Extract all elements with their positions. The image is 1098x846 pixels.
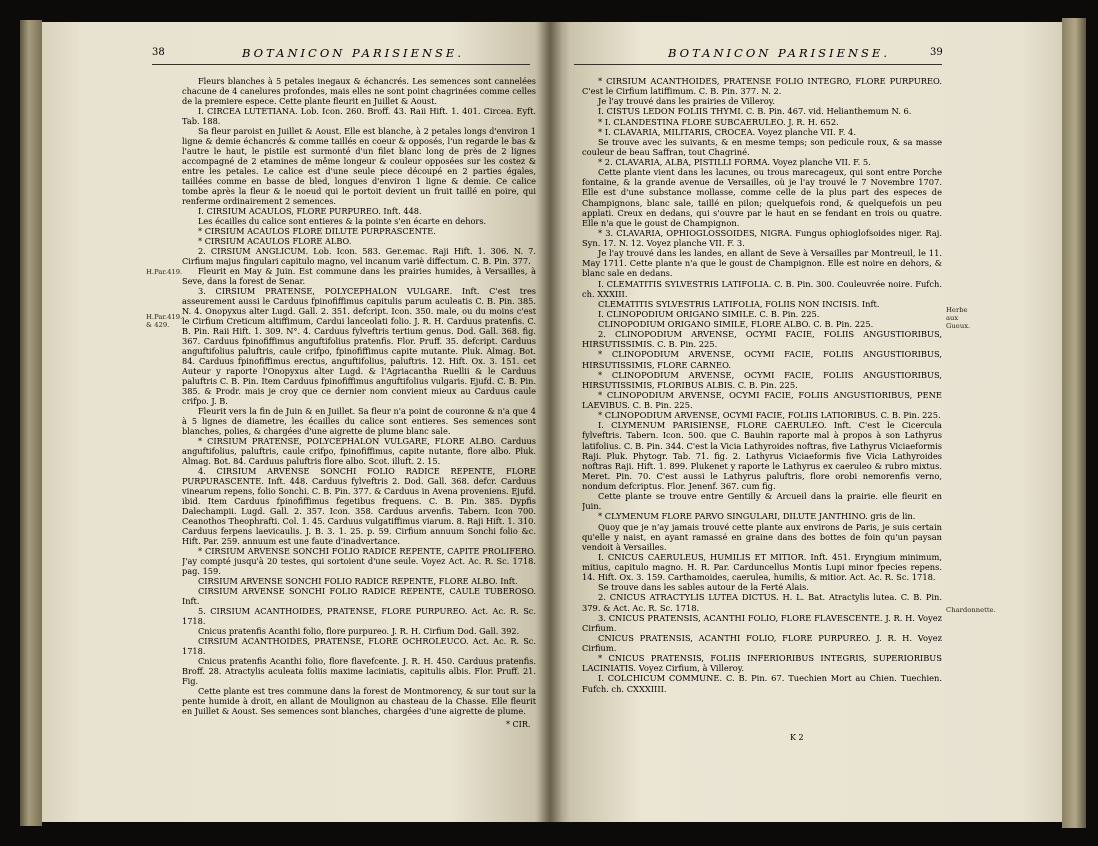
left-running-head (152, 46, 536, 62)
entry: * 3. CLAVARIA, OPHIOGLOSSOIDES, NIGRA. Fungus ophioglofsoides niger. Raj. Syn. 17. N. 12. Voyez planche VII. F. 3. (582, 227, 942, 248)
right-page-edges (1062, 18, 1086, 828)
entry: 3. CIRSIUM PRATENSE, POLYCEPHALON VULGARE. Inft. C'est tres asseurement aussi le Carduus fpinofiffimus capitulis parum aculeatis C. B. Pin. 385. N. 4. Onopyxus alter Lugd. Gall. 2. 351. defcript. Icon. 350. male, ou du moins c'est le Cirfium Creticum altiffimum, Cardui lanceolati folio. J. R. H. Carduus pratenfis. C. B. Pin. Raii Hift. 1. 309. N°. 4. Carduus fylveftris tertium genus. Dod. Gall. 368. fig. 367. Carduus fpinofiffimus anguftifolius pratenfis. Flor. Pruff. 35. defcript. Carduus anguftifolius paluftris, caule crifpo, fpinofiffimus capite mutante. Pluk. Almag. Bot. 84. Carduus fpinofiffimus erectus, anguftifolius, paluftris. 12. Hift. Ox. 3. 151. cet Auteur y raporte l'Onopyxus alter Lugd. & l'Agriacantha Ruellii & le Carduus paluftris C. B. Pin. Item Carduus fpinofiffimus anguftifolius vulgaris. Ejufd. C. B. Pin. 385. & Prodr. mais je croy que ce dernier nom convient mieux au Carduus caule crifpo. J. B. (182, 286, 536, 406)
paragraph: Cette plante vient dans les lacunes, ou trous marecageux, qui sont entre Porche fontaine, & la grande avenue de Versailles, où je l'ay trouvé le 7 Novembre 1707. Elle est d'une substance mollasse, comme celle de la plus part des especes de Champignons, blanc sale, taillé en pilon; quelquefois rond, & quelquefois un peu applati. Creux en dedans, qui s'ouvre par le haut en se fendant en trois ou quatre. Elle n'a que le goust de Champignon. (582, 167, 942, 228)
paragraph: Sa fleur paroist en Juillet & Aoust. Elle est blanche, à 2 petales longs d'environ 1 ligne & demie échancrés & comme taillés en coeur & opposés, l'un regarde le bas & l'autre le haut, le pistile est surmonté d'un filet blanc long de près de 2 lignes accompagné de 2 etamines de même longeur & couleur opposées sur les costez & entre les petales. Le calice est d'une seule piece découpé en 2 parties égales, taillées comme en basse de bled, longues d'environ 1 ligne & demie. Ce calice tombe après la fleur & le noeud qui le portoit devient un fruit taillé en poire, qui renferme ordinairement 2 semences. (182, 126, 536, 206)
entry: CIRSIUM ACANTHOIDES, PRATENSE, FLORE OCHROLEUCO. Act. Ac. R. Sc. 1718. (182, 636, 536, 656)
entry: CLEMATITIS SYLVESTRIS LATIFOLIA, FOLIIS NON INCISIS. Inft. (598, 298, 880, 309)
entry: I. CIRCEA LUTETIANA. Lob. Icon. 260. Broff. 43. Raii Hift. 1. 401. Circea. Eyft. Tab. 188. (182, 106, 536, 126)
entry: I. CNICUS CAERULEUS, HUMILIS ET MITIOR. Inft. 451. Eryngium minimum, mitius, capitulo magno. H. R. Par. Carduncellus Montis Lupi minor fpecies repens. 14. Hift. Ox. 3. 159. Carthamoides, caerulea, humilis, & mitior. Act. Ac. R. Sc. 1718. (582, 551, 942, 583)
paragraph: Quoy que je n'ay jamais trouvé cette plante aux environs de Paris, je suis certain qu'elle y naist, en ayant ramassé en graine dans des bottes de foin qu'un paysan vendoit à Versailles. (582, 521, 942, 552)
entry: 2. CNICUS ATRACTYLIS LUTEA DICTUS. H. L. Bat. Atractylis lutea. C. B. Pin. 379. & Act. Ac. R. Sc. 1718. (582, 592, 942, 613)
entry: 4. CIRSIUM ARVENSE SONCHI FOLIO RADICE REPENTE, FLORE PURPURASCENTE. Inft. 448. Carduus fylveftris 2. Dod. Gall. 368. defcr. Carduus vinearum repens, folio Sonchi. C. B. Pin. 377. & Carduus in Avena proveniens. Ejufd. ibid. Item Carduus fpinofiffimus fegetibus frequens. C. B. Pin. 385. Dypfis Dalechampii. Lugd. Gall. 2. 357. Icon. 358. Carduus arvenfis. Tabern. Icon 700. Ceanothos Theophrafti. Col. 1. 45. Carduus vulgatiffimus viarum. 8. Raji Hift. 1. 310. Carduus ferpens laevicaulis. J. B. 3. 1. 25. p. 59. Cirfium annuum Sonchi folio &c. Hift. Par. 259. annuum est une faute d'inadvertance. (182, 466, 536, 546)
entry: 3. CNICUS PRATENSIS, ACANTHI FOLIO, FLORE FLAVESCENTE. J. R. H. Voyez Cirfium. (582, 612, 942, 633)
entry: I. CISTUS LEDON FOLIIS THYMI. C. B. Pin. 467. vid. Helianthemum N. 6. (598, 106, 912, 117)
paragraph: Se trouve avec les suivants, & en mesme temps; son pedicule roux, & sa masse couleur de beau Saffran, tout Chagriné. (582, 136, 942, 157)
entry: 2. CIRSIUM ANGLICUM. Lob. Icon. 583. Ger.emac. Raji Hift. 1. 306. N. 7. Cirfium majus fingulari capitulo magno, vel incanum variè diffectum. C. B. Pin. 377. (182, 246, 536, 266)
entry: * CLINOPODIUM ARVENSE, OCYMI FACIE, FOLIIS LATIORIBUS. C. B. Pin. 225. (598, 410, 941, 421)
left-page-edges (20, 20, 42, 826)
paragraph: Fleurs blanches à 5 petales inegaux & échancrés. Les semences sont cannelées chacune de 4 canelures profondes, mais elles ne sont point chagrinées comme celles de la premiere espece. Cette plante fleurit en Juillet & Aoust. (182, 76, 536, 106)
right-text-column (582, 76, 942, 728)
left-catchword: * CIR. (506, 720, 531, 729)
right-running-title: BOTANICON PARISIENSE. (668, 46, 890, 60)
entry: CNICUS PRATENSIS, ACANTHI FOLIO, FLORE PURPUREO. J. R. H. Voyez Cirfium. (582, 632, 942, 653)
entry: I. COLCHICUM COMMUNE. C. B. Pin. 67. Tuechien Mort au Chien. Tuechien. Fufch. ch. CXXXIIII. (582, 673, 942, 694)
entry: * 2. CLAVARIA, ALBA, PISTILLI FORMA. Voyez planche VII. F. 5. (598, 157, 871, 167)
entry: Cnicus pratenfis Acanthi folio, flore purpureo. J. R. H. Cirfium Dod. Gall. 392. (198, 626, 520, 636)
right-page-number: 39 (930, 47, 943, 58)
paragraph: Fleurit en May & Juin. Est commune dans les prairies humides, à Versailles, à Seve, dans la forest de Senar. (182, 266, 536, 286)
entry: * CIRSIUM ACANTHOIDES, PRATENSE FOLIO INTEGRO, FLORE PURPUREO. C'est le Cirfium latiffimum. C. B. Pin. 377. N. 2. (582, 76, 942, 97)
entry: 2. CLINOPODIUM ARVENSE, OCYMI FACIE, FOLIIS ANGUSTIORIBUS, HIRSUTISSIMIS. C. B. Pin. 225. (582, 329, 942, 350)
paragraph: Fleurit vers la fin de Juin & en Juillet. Sa fleur n'a point de couronne & n'a que 4 à 5 lignes de diametre, les écailles du calice sont entieres. Ses semences sont blanches, polies, & chargées d'une aigrette de plume blanc sale. (182, 406, 536, 436)
left-margin-note-1: H.Par.419. (146, 268, 183, 276)
paragraph: Je l'ay trouvé dans les prairies de Villeroy. (598, 96, 775, 107)
right-running-head (610, 46, 944, 62)
left-margin-note-2: H.Par.419. & 429. (146, 313, 183, 329)
right-margin-note-2: Herbe aux Gueux. (946, 306, 971, 330)
paragraph: Je l'ay trouvé dans les landes, en allant de Seve à Versailles par Montreuil, le 11. May 1711. Cette plante n'a que le goust de Champignon. Elle est noire en dehors, & blanc sale en dedans. (582, 248, 942, 279)
right-head-rule (574, 64, 942, 65)
entry: * CLINOPODIUM ARVENSE, OCYMI FACIE, FOLIIS ANGUSTIORIBUS, HIRSUTISSIMIS, FLORIBUS ALBIS. C. B. Pin. 225. (582, 369, 942, 390)
left-running-title: BOTANICON PARISIENSE. (242, 46, 464, 60)
entry: 5. CIRSIUM ACANTHOIDES, PRATENSE, FLORE PURPUREO. Act. Ac. R. Sc. 1718. (182, 606, 536, 626)
left-head-rule (152, 64, 530, 65)
entry: * CLINOPODIUM ARVENSE, OCYMI FACIE, FOLIIS ANGUSTIORIBUS, HIRSUTISSIMIS, FLORE CARNEO. (582, 349, 942, 370)
entry: CLINOPODIUM ORIGANO SIMILE, FLORE ALBO. C. B. Pin. 225. (598, 319, 874, 329)
right-margin-note-1: Chardonnette. (946, 606, 996, 614)
paragraph: Les écailles du calice sont entieres & la pointe s'en écarte en dehors. (198, 216, 487, 226)
paragraph: Se trouve dans les sables autour de la Ferté Alais. (598, 582, 809, 593)
entry: * CIRSIUM ACAULOS FLORE ALBO. (198, 236, 352, 246)
entry: * CIRSIUM PRATENSE, POLYCEPHALON VULGARE, FLORE ALBO. Carduus anguftifolius, paluftris, caule crifpo, fpinofiffimus, capite nutante, flore albo. Pluk. Almag. Bot. 84. Carduus paluftris flore albo. Scot. illuft. 2. 15. (182, 436, 536, 466)
left-page-number: 38 (152, 47, 165, 58)
entry: I. CIRSIUM ACAULOS, FLORE PURPUREO. Inft. 448. (198, 206, 422, 216)
left-text-column (182, 76, 536, 716)
entry: * CIRSIUM ARVENSE SONCHI FOLIO RADICE REPENTE, CAPITE PROLIFERO. J'ay compté jusqu'à 20 testes, qui sortoient d'une seule. Voyez Act. Ac. R. Sc. 1718. pag. 159. (182, 546, 536, 576)
entry: * CLYMENUM FLORE PARVO SINGULARI, DILUTE JANTHINO. gris de lin. (598, 511, 916, 522)
entry: Cnicus pratenfis Acanthi folio, flore flavefcente. J. R. H. 450. Carduus pratenfis. Broff. 28. Atractylis aculeata foliis maxime laciniatis, capitulis albis. Flor. Pruff. 21. Fig. (182, 656, 536, 686)
paragraph: Cette plante est tres commune dans la forest de Montmorency, & sur tout sur la pente humide à droit, en allant de Moulignon au chasteau de la Chasse. Elle fleurit en Juillet & Aoust. Ses semences sont blanches, chargées d'une aigrette de plume. (182, 686, 536, 716)
entry: I. CLINOPODIUM ORIGANO SIMILE. C. B. Pin. 225. (598, 308, 820, 319)
entry: I. CLEMATITIS SYLVESTRIS LATIFOLIA. C. B. Pin. 300. Couleuvrée noire. Fufch. ch. XXXIII. (582, 278, 942, 299)
entry: * I. CLANDESTINA FLORE SUBCAERULEO. J. R. H. 652. (598, 116, 839, 127)
entry: * I. CLAVARIA, MILITARIS, CROCEA. Voyez planche VII. F. 4. (598, 126, 856, 137)
entry: I. CLYMENUM PARISIENSE, FLORE CAERULEO. Inft. C'est le Cicercula fylveftris. Tabern. Icon. 500. que C. Bauhin raporte mal à propos à son Lathyrus latifolius. C. B. Pin. 344. C'est la Vicia Lathyroides noftras, five Lathyrus Viciaeformis Raji. Pluk. Phytogr. Tab. 71. fig. 2. Lathyrus Viciaeformis five Vicia Lathyroides noftras Raji. Hift. 1. 899. Plukenet y raporte le Lathyrus ex caeruleo & rubro mixtus. Meret. Pin. 70. C'est aussi le Lathyrus paluftris, flore orobi nemorenfis verno, nondum defcriptus. Flor. Jenenf. 367. cum fig. (582, 420, 942, 491)
entry: CIRSIUM ARVENSE SONCHI FOLIO RADICE REPENTE, CAULE TUBEROSO. Inft. (182, 586, 536, 606)
entry: CIRSIUM ARVENSE SONCHI FOLIO RADICE REPENTE, FLORE ALBO. Inft. (198, 576, 518, 586)
book-gutter (538, 22, 562, 822)
entry: * CNICUS PRATENSIS, FOLIIS INFERIORIBUS INTEGRIS, SUPERIORIBUS LACINIATIS. Voyez Cirfium, à Villeroy. (582, 653, 942, 674)
paragraph: Cette plante se trouve entre Gentilly & Arcueil dans la prairie. elle fleurit en Juin. (582, 491, 942, 512)
entry: * CIRSIUM ACAULOS FLORE DILUTE PURPRASCENTE. (198, 226, 436, 236)
entry: * CLINOPODIUM ARVENSE, OCYMI FACIE, FOLIIS ANGUSTIORIBUS, PENE LAEVIBUS. C. B. Pin. 225. (582, 389, 942, 410)
right-signature-mark: K 2 (790, 733, 804, 742)
